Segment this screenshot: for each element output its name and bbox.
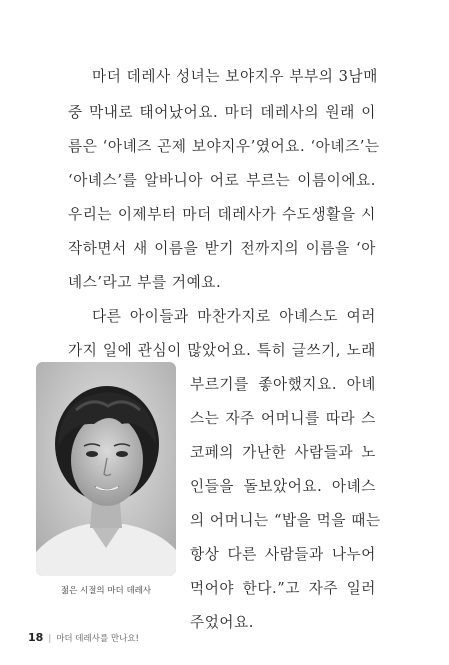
paragraph-2-line-4: 스는 자주 어머니를 따라 스 — [190, 410, 376, 427]
paragraph-1-line-4: ‘아녜스’를 알바니아 어로 부르는 이름이에요. — [68, 172, 376, 189]
paragraph-1-line-5: 우리는 이제부터 마더 데레사가 수도생활을 시 — [68, 206, 376, 223]
portrait-photo — [36, 362, 176, 576]
paragraph-1-line-1: 마더 데레사 성녀는 보야지우 부부의 3남매 — [92, 68, 378, 85]
paragraph-1-line-3: 름은 ‘아녜즈 곤제 보야지우’였어요. ‘아녜즈’는 — [68, 138, 380, 155]
paragraph-1-line-7: 녜스’라고 부를 거예요. — [68, 274, 222, 291]
paragraph-2-line-2: 가지 일에 관심이 많았어요. 특히 글쓰기, 노래 — [68, 342, 376, 359]
paragraph-1-line-2: 중 막내로 태어났어요. 마더 데레사의 원래 이 — [68, 104, 376, 121]
paragraph-2-line-3: 부르기를 좋아했지요. 아녜 — [190, 376, 376, 393]
photo-caption: 젊은 시절의 마더 데레사 — [60, 586, 152, 596]
paragraph-2-line-5: 코페의 가난한 사람들과 노 — [190, 444, 376, 461]
footer-separator: | — [48, 634, 52, 644]
paragraph-2-line-8: 항상 다른 사람들과 나누어 — [190, 546, 376, 563]
paragraph-2-line-7: 의 어머니는 “밥을 먹을 때는 — [190, 512, 381, 529]
paragraph-2-line-1: 다른 아이들과 마찬가지로 아녜스도 여러 — [92, 308, 376, 325]
page-number: 18 — [28, 631, 44, 644]
portrait-photo-icon — [36, 362, 176, 576]
paragraph-1-line-6: 작하면서 새 이름을 받기 전까지의 이름을 ‘아 — [68, 240, 376, 257]
paragraph-2-line-9: 먹어야 한다.”고 자주 일러 — [190, 580, 376, 597]
paragraph-2-line-6: 인들을 돌보았어요. 아녜스 — [190, 478, 376, 495]
book-title: 마더 데레사를 만나요! — [56, 634, 139, 644]
paragraph-2-line-10: 주었어요. — [190, 614, 255, 631]
page-footer — [28, 631, 139, 644]
